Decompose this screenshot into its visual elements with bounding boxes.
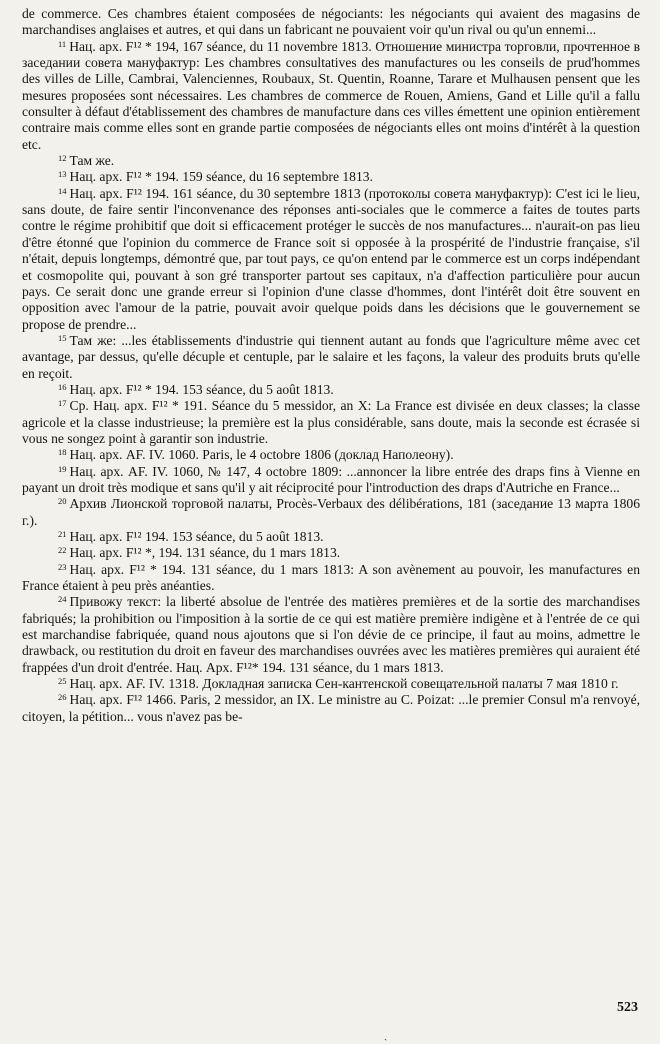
footnote — [22, 594, 640, 676]
footnotes-column — [22, 6, 640, 725]
footnote-text: Ср. Нац. арх. F¹² * 191. Séance du 5 messidor, an X: La France est divisée en deux classes; la classe agricole et la classe industrieuse; la première est la plus considérable, sans doute, mais la seconde est écrasée si vous ne songez point à garantir son industrie. — [22, 398, 640, 446]
footnote-text: Там же: ...les établissements d'industrie qui tiennent autant au fonds que l'agriculture même avec cet avantage, par dessus, qu'elle décuple et centuple, par le salaire et les façons, la valeur des produits bruts qu'elle en reçoit. — [22, 332, 640, 381]
footnote-text: Нац. арх. F¹² 194. 161 séance, du 30 septembre 1813 (протоколы совета мануфактур): C'est ici le lieu, sans doute, de faire sentir l'inconvenance des réponses anti-sociales que le commerce a faites de toutes parts contre le régime prohibitif que doit si efficacement protéger le succès de nos manufactures... n'aurait-on pas lieu d'être étonné que l'opinion du commerce de France soit si opposée à la prospérité de l'industrie française, s'il n'était, depuis longtemps, démontré que, par tout pays, ce qu'on entend par le commerce est un corps indépendant et cosmopolite qui, pouvant à son gré transporter partout ses capitaux, n'a d'affection particulière pour aucun pays. Ce serait donc une grande erreur si l'opinion d'une classe d'hommes, dont l'intérêt doit être souvent en opposition avec l'amour de la patrie, pouvait avoir quelque poids dans les décisions que le gouvernement se propose de prendre... — [22, 185, 640, 332]
footnote — [22, 39, 640, 153]
footnote — [22, 562, 640, 595]
footnote — [22, 153, 640, 169]
footnote-text: Нац. арх. AF. IV. 1060. Paris, le 4 octobre 1806 (доклад Наполеону). — [69, 447, 454, 463]
footnote — [22, 692, 640, 725]
footnote-text: Нац. арх. F¹² * 194. 159 séance, du 16 septembre 1813. — [69, 169, 373, 185]
footnote-number: 19 — [58, 463, 67, 474]
footnote — [22, 676, 640, 692]
footnote-number: 14 — [58, 185, 67, 196]
footnote-text: Привожу текст: la liberté absolue de l'entrée des matières premières et de la sortie des marchandises fabriqués; la prohibition ou l'imposition à la sortie de ce qui est matière première indigène et à l'entrée de ce qui est marchandise fabriquée, quand nous ajoutons que si l'on dévie de ce principe, il faut au moins, admettre le drawback, ou restitution du droit en faveur des marchandises ouvrées avec les matières premières qui auraient été frappées d'un droit d'entrée. Нац. Арх. F¹²* 194. 131 séance, du 1 mars 1813. — [22, 594, 640, 675]
footnote-text: Нац. арх. F¹² * 194, 167 séance, du 11 novembre 1813. Отношение министра торговли, прочтенное в заседании совета мануфактур: Les chambres consultatives des manufactures ou les conseils de prud'hommes des villes de Lille, Cambrai, Valenciennes, Roubaux, St. Quentin, Roanne, Tarare et Mulhausen pensent que les mesures proposées sont nécessaires. Les chambres de commerce de Rouen, Amiens, Gand et Lille qu'il a fallu consulter à défaut d'établissement des chambres de manufacture dans ces villes émettent une opinion entièrement contraire mais comme elles sont en grande partie composées de négociants elles ont moins d'intérêt à la question etc. — [22, 38, 640, 152]
footnote — [22, 186, 640, 333]
footnote-text: Нац. арх. F¹² *, 194. 131 séance, du 1 mars 1813. — [69, 545, 341, 561]
footnote-text: Нац. арх. F¹² 1466. Paris, 2 messidor, an IX. Le ministre au C. Poizat: ...le premier Consul m'a renvoyé, citoyen, la pétition... vous n'avez pas be- — [22, 692, 640, 724]
footnote-number: 17 — [58, 398, 67, 409]
footnote-number: 16 — [58, 381, 67, 392]
footnote — [22, 398, 640, 447]
footnote — [22, 464, 640, 497]
footnote — [22, 169, 640, 185]
footnote-list — [22, 39, 640, 725]
footnote-text: Нац. арх. F¹² 194. 153 séance, du 5 août 1813. — [69, 529, 324, 544]
footnote-text: Там же. — [69, 153, 115, 169]
footnote-text: Нац. арх. AF. IV. 1318. Докладная записка Сен-кантенской совещательной палаты 7 мая 1810 г. — [69, 676, 619, 692]
footnote-number: 18 — [58, 447, 67, 458]
footnote-text: Нац. арх. F¹² * 194. 131 séance, du 1 mars 1813: A son avènement au pouvoir, les manufactures en France étaient à peu près anéanties. — [22, 561, 640, 594]
footnote — [22, 529, 640, 545]
footnote-number: 21 — [58, 529, 67, 539]
print-mark: ˎ — [384, 1030, 388, 1041]
footnote-number: 13 — [58, 169, 67, 180]
footnote-number: 20 — [58, 496, 67, 507]
footnote-number: 24 — [58, 594, 67, 605]
footnote — [22, 333, 640, 382]
footnote-number: 11 — [58, 38, 67, 49]
footnote — [22, 496, 640, 529]
footnote — [22, 382, 640, 398]
footnote — [22, 447, 640, 463]
footnote-number: 15 — [58, 332, 67, 343]
footnote-number: 22 — [58, 545, 67, 556]
footnote-text: Нац. арх. F¹² * 194. 153 séance, du 5 août 1813. — [69, 381, 334, 397]
footnote-text: Архив Лионской торговой палаты, Procès-Verbaux des délibérations, 181 (заседание 13 марта 1806 г.). — [22, 496, 640, 528]
footnote-number: 26 — [58, 692, 67, 703]
footnote — [22, 545, 640, 561]
footnote-number: 25 — [58, 676, 67, 687]
continued-paragraph: de commerce. Ces chambres étaient composées de négociants: les négociants qui avaient des magasins de marchandises anglaises et autres, et qui dans un fabricant ne pouvaient voir qu'un rival ou qu'un ennemi... — [22, 6, 640, 38]
footnote-text: Нац. арх. AF. IV. 1060, № 147, 4 octobre 1809: ...annoncer la libre entrée des draps fins à Vienne en payant un droit très modique et sans qu'il y ait réciprocité pour l'introduction des draps d'Autriche en France... — [22, 463, 640, 495]
footnote-number: 12 — [58, 153, 67, 164]
footnote-number: 23 — [58, 561, 67, 572]
page-number: 523 — [617, 1000, 638, 1015]
